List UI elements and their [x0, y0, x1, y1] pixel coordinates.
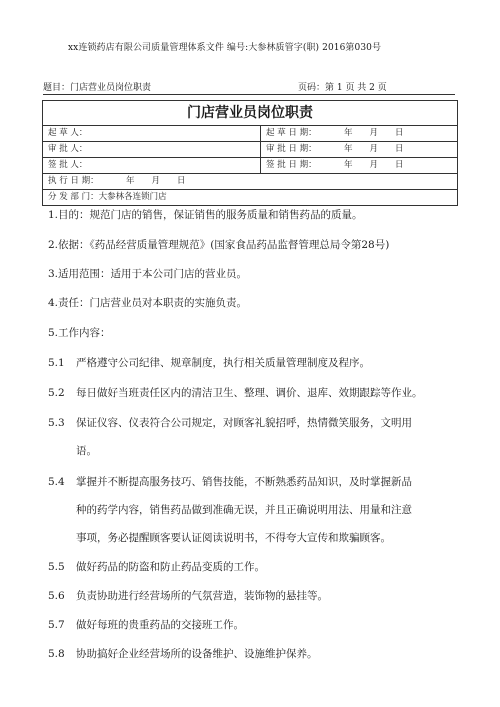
item-number: 5.7	[48, 619, 65, 631]
section-work-content: 5.工作内容：	[48, 327, 111, 339]
draft-date-value: 年 月 日	[344, 128, 404, 138]
exec-date-value: 年 月 日	[126, 176, 186, 186]
list-item	[48, 355, 370, 370]
section-scope: 3.适用范围：适用于本公司门店的营业员。	[48, 268, 248, 280]
signer-field	[43, 158, 261, 173]
item-number: 5.8	[48, 648, 65, 660]
page-number-info: 页码：第 1 页 共 2 页	[298, 83, 387, 93]
list-item	[48, 617, 244, 632]
document-header-line: xx连锁药店有限公司质量管理体系文件 编号:大参林质管字(职) 2016第030号	[68, 43, 382, 53]
item-number: 5.2	[48, 387, 65, 399]
signer-label: 签 批 人：	[48, 160, 88, 170]
item-continuation: 事项，务必提醒顾客要认证阅读说明书，不得夸大宣传和欺骗顾客。	[76, 532, 391, 544]
draft-date-field	[261, 126, 457, 141]
approve-date-field	[261, 142, 457, 157]
item-number: 5.6	[48, 590, 65, 602]
department-field	[43, 190, 457, 205]
item-text: 每日做好当班责任区内的清洁卫生、整理、调价、退库、效期跟踪等作业。	[76, 387, 423, 399]
item-text: 负责协助进行经营场所的气氛营造，装饰物的悬挂等。	[76, 590, 328, 602]
approver-label: 审 批 人：	[48, 144, 88, 154]
form-row-approver	[43, 142, 457, 158]
section-purpose: 1.目的：规范门店的销售，保证销售的服务质量和销售药品的质量。	[48, 209, 363, 221]
item-text: 严格遵守公司纪律、规章制度，执行相关质量管理制度及程序。	[76, 357, 370, 369]
item-number: 5.1	[48, 357, 65, 369]
sign-date-field	[261, 158, 457, 173]
sign-date-value: 年 月 日	[344, 160, 404, 170]
section-basis: 2.依据：《药品经营质量管理规范》(国家食品药品监督管理总局令第28号)	[48, 239, 390, 251]
item-number: 5.4	[48, 476, 65, 488]
list-item	[48, 385, 423, 400]
approve-date-label: 审 批 日 期：	[266, 144, 317, 154]
department-label: 分 发 部 门：	[48, 192, 99, 202]
document-subject-line	[43, 80, 455, 95]
form-title: 门店营业员岗位职责	[43, 101, 457, 126]
item-continuation: 语。	[76, 445, 97, 457]
item-text: 保证仪容、仪表符合公司规定，对顾客礼貌招呼，热情微笑服务，文明用	[76, 417, 412, 429]
item-text: 做好药品的防盗和防止药品变质的工作。	[76, 561, 265, 573]
sign-date-label: 签 批 日 期：	[266, 160, 317, 170]
drafter-field	[43, 126, 261, 141]
item-text: 做好每班的贵重药品的交接班工作。	[76, 619, 244, 631]
list-item	[48, 559, 265, 574]
form-row-exec-date	[43, 174, 457, 190]
list-item	[48, 415, 412, 430]
item-number: 5.5	[48, 561, 65, 573]
item-text: 掌握并不断提高服务技巧、销售技能，不断熟悉药品知识，及时掌握新品	[76, 476, 412, 488]
approve-date-value: 年 月 日	[344, 144, 404, 154]
item-text: 协助搞好企业经营场所的设备维护、设施维护保养。	[76, 648, 318, 660]
draft-date-label: 起 草 日 期：	[266, 128, 317, 138]
form-row-department	[43, 190, 457, 205]
form-row-signer	[43, 158, 457, 174]
list-item	[48, 588, 328, 603]
list-item	[48, 646, 318, 661]
list-item	[48, 474, 412, 489]
item-continuation: 种的药学内容，销售药品做到准确无误，并且正确说明用法、用量和注意	[76, 504, 412, 516]
exec-date-field	[43, 174, 457, 189]
approver-field	[43, 142, 261, 157]
form-row-drafter	[43, 126, 457, 142]
drafter-label: 起 草 人：	[48, 128, 88, 138]
exec-date-label: 执 行 日 期：	[48, 176, 99, 186]
section-responsibility: 4.责任：门店营业员对本职责的实施负责。	[48, 297, 248, 309]
approval-form	[42, 100, 458, 206]
department-value: 大参林各连锁门店	[98, 192, 167, 202]
item-number: 5.3	[48, 417, 65, 429]
document-subject: 题目：门店营业员岗位职责	[43, 83, 152, 93]
